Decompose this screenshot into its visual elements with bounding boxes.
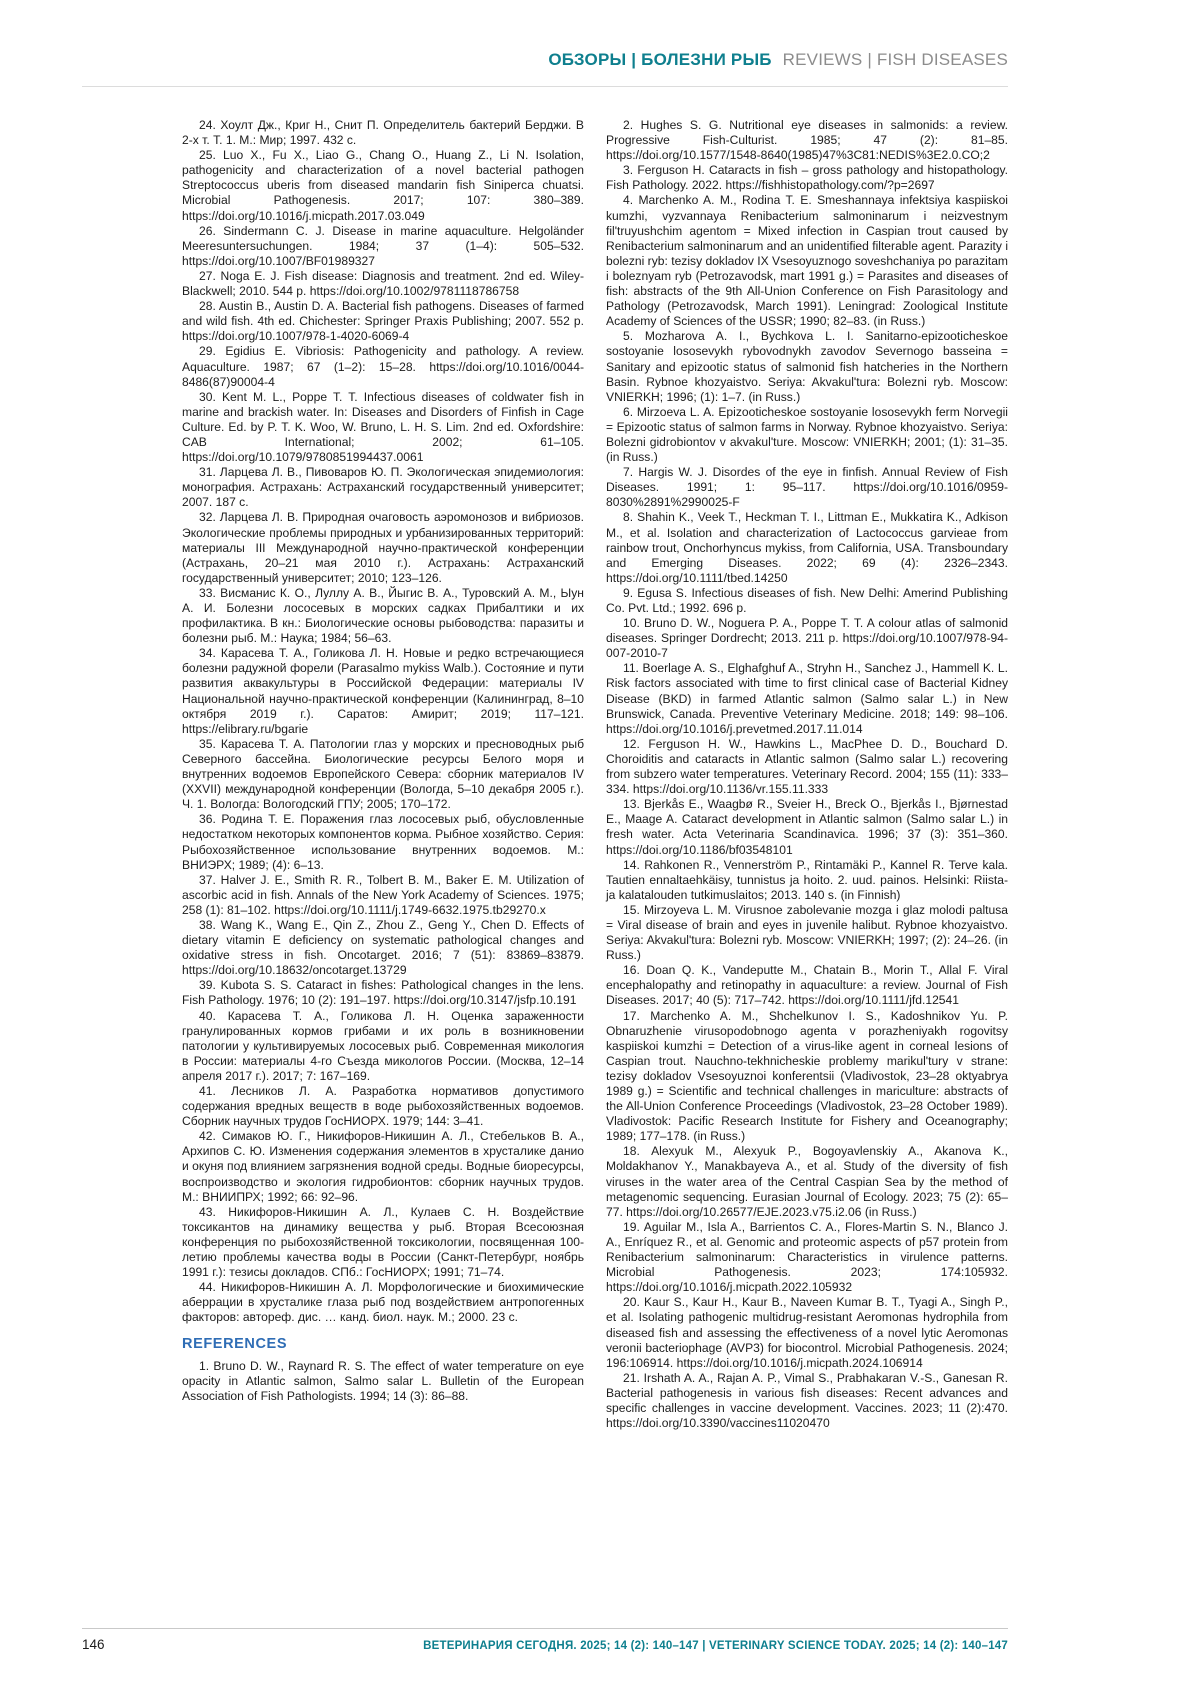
reference-item: 5. Mozharova A. I., Bychkova L. I. Sanitarno-epizooticheskoe sostoyanie lososevykh rybovodnykh zavodov Severnogo basseina = Sanitary and epizootic status of salmonid fish hatcheries in the Northern Basin. Rybnoe khozyaistvo. Seriya: Akvakul'tura: Bolezni ryb. Moscow: VNIERKH; 1996; (1): 1–7. (in Russ.) bbox=[606, 329, 1008, 404]
reference-item: 3. Ferguson H. Cataracts in fish – gross pathology and histopathology. Fish Pathology. 2022. https://fishhistopathology.com/?p=2697 bbox=[606, 163, 1008, 193]
footer bbox=[82, 1637, 1008, 1652]
reference-item: 40. Карасева Т. А., Голикова Л. Н. Оценка зараженности гранулированных кормов грибами и их роль в возникновении патологии у культивируемых лососевых рыб. Современная микология в России: материалы 4-го Съезда микологов России. (Москва, 12–14 апреля 2017 г.). 2017; 7: 167–169. bbox=[182, 1008, 584, 1083]
left-column bbox=[182, 118, 584, 1404]
reference-item: 27. Noga E. J. Fish disease: Diagnosis and treatment. 2nd ed. Wiley-Blackwell; 2010. 544 p. https://doi.org/10.1002/9781118786758 bbox=[182, 268, 584, 299]
reference-item: 43. Никифоров-Никишин А. Л., Кулаев С. Н. Воздействие токсикантов на динамику вещества у рыб. Вторая Всесоюзная конференция по рыбохозяйственной токсикологии, посвященная 100-летию проблемы качества воды в России (Санкт-Петербург, ноябрь 1991 г.): тезисы докладов. СПб.: ГосНИОРХ; 1991; 71–74. bbox=[182, 1204, 584, 1280]
reference-item: 7. Hargis W. J. Disordes of the eye in finfish. Annual Review of Fish Diseases. 1991; 1: 95–117. https://doi.org/10.1016/0959-8030%2891%2990025-F bbox=[606, 465, 1008, 510]
references-heading: REFERENCES bbox=[182, 1335, 288, 1352]
running-head-ru: ОБЗОРЫ | БОЛЕЗНИ РЫБ bbox=[548, 50, 772, 69]
reference-item: 19. Aguilar M., Isla A., Barrientos C. A., Flores-Martin S. N., Blanco J. A., Enríquez R., et al. Genomic and proteomic aspects of p57 protein from Renibacterium salmoninarum: Characteristics in virulence patterns. Microbial Pathogenesis. 2023; 174:105932. https://doi.org/10.1016/j.micpath.2022.105932 bbox=[606, 1219, 1008, 1295]
header-rule bbox=[82, 86, 1008, 87]
reference-item: 30. Kent M. L., Poppe T. T. Infectious diseases of coldwater fish in marine and brackish water. In: Diseases and Disorders of Finfish in Cage Culture. Ed. by P. T. K. Woo, W. Bruno, L. H. S. Lim. 2nd ed. Oxfordshire: CAB International; 2002; 61–105. https://doi.org/10.1079/9780851994437.0061 bbox=[182, 389, 584, 465]
reference-item: 12. Ferguson H. W., Hawkins L., MacPhee D. D., Bouchard D. Choroiditis and cataracts in Atlantic salmon (Salmo salar L.) recovering from subzero water temperatures. Veterinary Record. 2004; 155 (11): 333–334. https://doi.org/10.1136/vr.155.11.333 bbox=[606, 736, 1008, 797]
reference-item: 25. Luo X., Fu X., Liao G., Chang O., Huang Z., Li N. Isolation, pathogenicity and characterization of a novel bacterial pathogen Streptococcus uberis from diseased mandarin fish Siniperca chuatsi. Microbial Pathogenesis. 2017; 107: 380–389. https://doi.org/10.1016/j.micpath.2017.03.049 bbox=[182, 148, 584, 223]
page-number: 146 bbox=[82, 1637, 105, 1652]
right-column bbox=[606, 118, 1008, 1431]
reference-list-english bbox=[606, 118, 1008, 1431]
reference-item: 31. Ларцева Л. В., Пивоваров Ю. П. Экологическая эпидемиология: монография. Астрахань: Астраханский государственный университет; 2007. 187 с. bbox=[182, 465, 584, 510]
reference-item: 10. Bruno D. W., Noguera P. A., Poppe T. T. A colour atlas of salmonid diseases. Springer Dordrecht; 2013. 211 p. https://doi.org/10.1007/978-94-007-2010-7 bbox=[606, 616, 1008, 661]
reference-item: 8. Shahin K., Veek T., Heckman T. I., Littman E., Mukkatira K., Adkison M., et al. Isolation and characterization of Lactococcus garvieae from rainbow trout, Onchorhyncus mykiss, from California, USA. Transboundary and Emerging Diseases. 2022; 69 (4): 2326–2343. https://doi.org/10.1111/tbed.14250 bbox=[606, 510, 1008, 585]
footer-rule bbox=[82, 1628, 1008, 1629]
reference-item: 41. Лесников Л. А. Разработка нормативов допустимого содержания вредных веществ в воде рыбохозяйственных водоемов. Сборник научных трудов ГосНИОРХ. 1979; 144: 3–41. bbox=[182, 1084, 584, 1129]
reference-item: 21. Irshath A. A., Rajan A. P., Vimal S., Prabhakaran V.-S., Ganesan R. Bacterial pathogenesis in various fish diseases: Recent advances and specific challenges in vaccine development. Vaccines. 2023; 11 (2):470. https://doi.org/10.3390/vaccines11020470 bbox=[606, 1370, 1008, 1431]
reference-item: 34. Карасева Т. А., Голикова Л. Н. Новые и редко встречающиеся болезни радужной форели (Parasalmo mykiss Walb.). Состояние и пути развития аквакультуры в Российской Федерации: материалы IV Национальной научно-практической конференции (Калининград, 8–10 октября 2019 г.). Саратов: Амирит; 2019; 117–121. https://elibrary.ru/bgarie bbox=[182, 646, 584, 736]
running-head-en: REVIEWS | FISH DISEASES bbox=[782, 50, 1008, 69]
reference-item: 42. Симаков Ю. Г., Никифоров-Никишин А. Л., Стебельков В. А., Архипов С. Ю. Изменения содержания элементов в хрусталике данио и окуня под влиянием загрязнения водной среды. Водные биоресурсы, воспроизводство и экология гидробионтов: сборник научных трудов. М.: ВНИИПРХ; 1992; 66: 92–96. bbox=[182, 1129, 584, 1204]
reference-item: 6. Mirzoeva L. A. Epizooticheskoe sostoyanie lososevykh ferm Norvegii = Epizootic status of salmon farms in Norway. Rybnoe khozyaistvo. Seriya: Bolezni gidrobiontov v akvakul'ture. Moscow: VNIERKH; 2001; (1): 31–35. (in Russ.) bbox=[606, 404, 1008, 465]
reference-item: 29. Egidius E. Vibriosis: Pathogenicity and pathology. A review. Aquaculture. 1987; 67 (1–2): 15–28. https://doi.org/10.1016/0044-8486(87)90004-4 bbox=[182, 344, 584, 389]
reference-item: 24. Хоулт Дж., Криг Н., Снит П. Определитель бактерий Берджи. В 2-х т. Т. 1. М.: Мир; 1997. 432 с. bbox=[182, 118, 584, 148]
reference-item: 39. Kubota S. S. Cataract in fishes: Pathological changes in the lens. Fish Pathology. 1976; 10 (2): 191–197. https://doi.org/10.3147/jsfp.10.191 bbox=[182, 978, 584, 1008]
reference-item: 35. Карасева Т. А. Патологии глаз у морских и пресноводных рыб Северного бассейна. Биологические ресурсы Белого моря и внутренних водоемов Европейского Севера: сборник материалов IV (XXVII) международной конференции (Вологда, 5–10 декабря 2005 г.). Ч. 1. Вологда: Вологодский ГПУ; 2005; 170–172. bbox=[182, 736, 584, 812]
reference-item: 13. Bjerkås E., Waagbø R., Sveier H., Breck O., Bjerkås I., Bjørnestad E., Maage A. Cataract development in Atlantic salmon (Salmo salar L.) in fresh water. Acta Veterinaria Scandinavica. 1996; 37 (3): 351–360. https://doi.org/10.1186/bf03548101 bbox=[606, 797, 1008, 857]
journal-citation-line: ВЕТЕРИНАРИЯ СЕГОДНЯ. 2025; 14 (2): 140–147 | VETERINARY SCIENCE TODAY. 2025; 14 (2): 140–147 bbox=[423, 1640, 1008, 1652]
reference-item: 18. Alexyuk M., Alexyuk P., Bogoyavlenskiy A., Akanova K., Moldakhanov Y., Manakbayeva A., et al. Study of the diversity of fish viruses in the water area of the Central Caspian Sea by the method of metagenomic sequencing. Eurasian Journal of Ecology. 2023; 75 (2): 65–77. https://doi.org/10.26577/EJE.2023.v75.i2.06 (in Russ.) bbox=[606, 1144, 1008, 1219]
reference-item: 32. Ларцева Л. В. Природная очаговость аэромонозов и вибриозов. Экологические проблемы природных и урбанизированных территорий: материалы III Международной научно-практической конференции (Астрахань, 20–21 мая 2010 г.). Астрахань: Астраханский государственный университет; 2010; 123–126. bbox=[182, 510, 584, 585]
reference-item: 9. Egusa S. Infectious diseases of fish. New Delhi: Amerind Publishing Co. Pvt. Ltd.; 1992. 696 p. bbox=[606, 585, 1008, 615]
reference-list-russian bbox=[182, 118, 584, 1326]
reference-item: 16. Doan Q. K., Vandeputte M., Chatain B., Morin T., Allal F. Viral encephalopathy and retinopathy in aquaculture: a review. Journal of Fish Diseases. 2017; 40 (5): 717–742. https://doi.org/10.1111/jfd.12541 bbox=[606, 963, 1008, 1008]
reference-item: 44. Никифоров-Никишин А. Л. Морфологические и биохимические аберрации в хрусталике глаза рыб под воздействием антропогенных факторов: автореф. дис. … канд. биол. наук. М.; 2000. 23 с. bbox=[182, 1280, 584, 1325]
reference-item: 28. Austin B., Austin D. A. Bacterial fish pathogens. Diseases of farmed and wild fish. 4th ed. Chichester: Springer Praxis Publishing; 2007. 552 p. https://doi.org/10.1007/978-1-4020-6069-4 bbox=[182, 299, 584, 344]
reference-item: 14. Rahkonen R., Vennerström P., Rintamäki P., Kannel R. Terve kala. Tautien ennaltaehkäisy, tunnistus ja hoito. 2. uud. painos. Helsinki: Riista- ja kalatalouden tutkimuslaitos; 2013. 140 s. (in Finnish) bbox=[606, 857, 1008, 902]
reference-item: 26. Sindermann C. J. Disease in marine aquaculture. Helgoländer Meeresuntersuchungen. 1984; 37 (1–4): 505–532. https://doi.org/10.1007/BF01989327 bbox=[182, 223, 584, 268]
reference-list-english-start bbox=[182, 1359, 584, 1404]
reference-item: 11. Boerlage A. S., Elghafghuf A., Stryhn H., Sanchez J., Hammell K. L. Risk factors associated with time to first clinical case of Bacterial Kidney Disease (BKD) in farmed Atlantic salmon (Salmo salar L.) in New Brunswick, Canada. Preventive Veterinary Medicine. 2018; 149: 98–106. https://doi.org/10.1016/j.prevetmed.2017.11.014 bbox=[606, 661, 1008, 736]
reference-item: 33. Висманис К. О., Луллу А. В., Йыгис В. А., Туровский А. М., Ыун А. И. Болезни лососевых в морских садках Прибалтики и их профилактика. В кн.: Биологические основы рыбоводства: паразиты и болезни рыб. М.: Наука; 1984; 56–63. bbox=[182, 585, 584, 646]
content-columns bbox=[182, 118, 1008, 1431]
reference-item: 1. Bruno D. W., Raynard R. S. The effect of water temperature on eye opacity in Atlantic salmon, Salmo salar L. Bulletin of the European Association of Fish Pathologists. 1994; 14 (3): 86–88. bbox=[182, 1358, 584, 1403]
reference-item: 37. Halver J. E., Smith R. R., Tolbert B. M., Baker E. M. Utilization of ascorbic acid in fish. Annals of the New York Academy of Sciences. 1975; 258 (1): 81–102. https://doi.org/10.1111/j.1749-6632.1975.tb29270.x bbox=[182, 872, 584, 917]
reference-item: 38. Wang K., Wang E., Qin Z., Zhou Z., Geng Y., Chen D. Effects of dietary vitamin E deficiency on systematic pathological changes and oxidative stress in fish. Oncotarget. 2016; 7 (51): 83869–83879. https://doi.org/10.18632/oncotarget.13729 bbox=[182, 917, 584, 978]
reference-item: 17. Marchenko A. M., Shchelkunov I. S., Kadoshnikov Yu. P. Obnaruzhenie virusopodobnogo agenta v porazheniyakh rogovitsy kaspiiskoi kumzhi = Detection of a virus-like agent in corneal lesions of Caspian trout. Nauchno-tekhnicheskie problemy marikul'tury v strane: tezisy dokladov Vsesoyuznoi konferentsii (Vladivostok, 23–28 oktyabrya 1989 g.) = Scientific and technical challenges in mariculture: abstracts of the All-Union Conference Proceedings (Vladivostok, 23–28 October 1989). Vladivostok: Pacific Research Institute for Fishery and Oceanography; 1989; 177–178. (in Russ.) bbox=[606, 1008, 1008, 1144]
running-head bbox=[82, 50, 1008, 70]
reference-item: 2. Hughes S. G. Nutritional eye diseases in salmonids: a review. Progressive Fish-Culturist. 1985; 47 (2): 81–85. https://doi.org/10.1577/1548-8640(1985)47%3C81:NEDIS%3E2.0.CO;2 bbox=[606, 118, 1008, 163]
reference-item: 4. Marchenko A. M., Rodina T. E. Smeshannaya infektsiya kaspiiskoi kumzhi, vyzvannaya Renibacterium salmoninarum i neizvestnym fil'truyushchim agentom = Mixed infection in Caspian trout caused by Renibacterium salmoninarum and an unidentified filterable agent. Parazity i bolezni ryb: tezisy dokladov IX Vsesoyuznogo soveshchaniya po parazitam i boleznyam ryb (Petrozavodsk, mart 1991 g.) = Parasites and diseases of fish: abstracts of the 9th All-Union Conference on Fish Parasitology and Pathology (Petrozavodsk, March 1991). Leningrad: Zoological Institute Academy of Sciences of the USSR; 1990; 82–83. (in Russ.) bbox=[606, 193, 1009, 329]
reference-item: 36. Родина Т. Е. Поражения глаз лососевых рыб, обусловленные недостатком некоторых компонентов корма. Рыбное хозяйство. Серия: Рыбохозяйственное использование внутренних водоемов. М.: ВНИЭРХ; 1989; (4): 6–13. bbox=[182, 812, 584, 872]
reference-item: 15. Mirzoyeva L. M. Virusnoe zabolevanie mozga i glaz molodi paltusa = Viral disease of brain and eyes in juvenile halibut. Rybnoe khozyaistvo. Seriya: Akvakul'tura: Bolezni ryb. Moscow: VNIERKH; 1997; (2): 24–26. (in Russ.) bbox=[606, 902, 1008, 963]
reference-item: 20. Kaur S., Kaur H., Kaur B., Naveen Kumar B. T., Tyagi A., Singh P., et al. Isolating pathogenic multidrug-resistant Aeromonas hydrophila from diseased fish and assessing the effectiveness of a novel lytic Aeromonas veronii bacteriophage (AVP3) for biocontrol. Microbial Pathogenesis. 2024; 196:106914. https://doi.org/10.1016/j.micpath.2024.106914 bbox=[606, 1295, 1008, 1370]
